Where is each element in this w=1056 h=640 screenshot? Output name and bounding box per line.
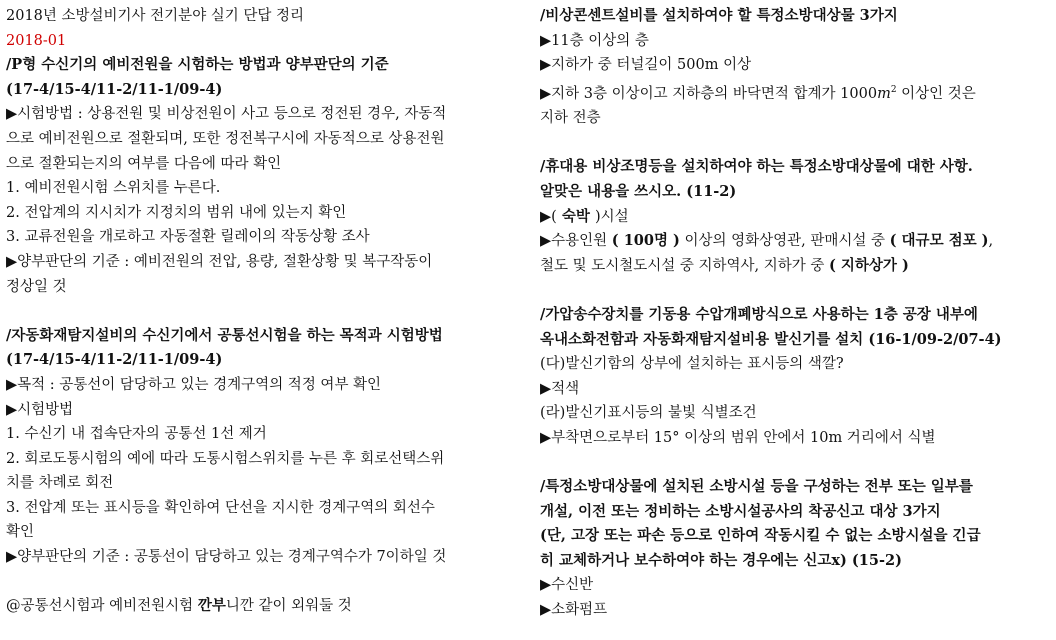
list-item	[540, 229, 1046, 254]
memo-text: @공통선시험과 예비전원시험	[6, 598, 198, 615]
step-item: 1. 수신기 내 접속단자의 공통선 1선 제거	[6, 426, 267, 443]
section-heading: /비상콘센트설비를 설치하여야 할 특정소방대상물 3가지	[540, 7, 898, 24]
list-item	[540, 205, 1046, 230]
answer-blank: ( 대규모 점포 )	[889, 232, 989, 250]
section-heading: 옥내소화전함과 자동화재탐지설비용 발신기를 설치 (16-1/09-2/07-4)	[540, 330, 1002, 348]
step-item: 확인	[6, 524, 35, 541]
list-item-text: ▶지하 3층 이상이고 지하층의 바닥면적 합계가 1000	[540, 85, 878, 102]
section-heading: (단, 고장 또는 파손 등으로 인하여 작동시킬 수 없는 소방시설을 긴급	[540, 527, 981, 545]
test-method-line: ▶시험방법 : 상용전원 및 비상전원이 사고 등으로 정전된 경우, 자동적	[6, 106, 447, 123]
list-item: ▶지하가 중 터널길이 500m 이상	[540, 57, 752, 74]
list-item-text: )시설	[594, 208, 629, 225]
list-item-text: ▶(	[540, 208, 557, 225]
judgement-criteria: 정상일 것	[6, 278, 67, 295]
spacer	[6, 570, 512, 595]
list-item: ▶소화펌프	[540, 602, 608, 619]
list-item-text: ▶수용인원	[540, 233, 612, 250]
memo-note	[6, 594, 512, 619]
purpose-item: ▶목적 : 공통선이 담당하고 있는 경계구역의 적정 여부 확인	[6, 376, 382, 393]
test-method-line: 으로 절환되는지의 여부를 다음에 따라 확인	[6, 155, 282, 172]
memo-text: 니깐 같이 외워둘 것	[225, 598, 352, 615]
test-method-line: 으로 예비전원으로 절환되며, 또한 정전복구시에 자동적으로 상용전원	[6, 130, 445, 147]
right-column	[540, 4, 1046, 623]
judgement-criteria: ▶양부판단의 기준 : 공통선이 담당하고 있는 경계구역수가 7이하일 것	[6, 549, 447, 566]
question-item: (라)발신기표시등의 불빛 식별조건	[540, 405, 757, 422]
section-heading: 개설, 이전 또는 정비하는 소방시설공사의 착공신고 대상 3가지	[540, 502, 941, 520]
spacer	[540, 131, 1046, 156]
answer-blank: ( 100명 )	[611, 232, 680, 250]
spacer	[6, 299, 512, 324]
step-item: 치를 차례로 회전	[6, 475, 114, 492]
answer-blank: ( 지하상가 )	[829, 256, 909, 274]
list-item	[540, 254, 1046, 279]
judgement-criteria: ▶양부판단의 기준 : 예비전원의 전압, 용량, 절환상황 및 복구작동이	[6, 253, 433, 270]
unit-exponent: 2	[890, 84, 897, 95]
list-item-text: 이상의 영화상영관, 판매시설 중	[679, 233, 890, 250]
step-item: 2. 전압계의 지시치가 지정치의 범위 내에 있는지 확인	[6, 204, 347, 221]
section-heading: /특정소방대상물에 설치된 소방시설 등을 구성하는 전부 또는 일부를	[540, 478, 973, 496]
year-tag: 2018-01	[6, 32, 67, 49]
list-item-text: 이상인 것은	[896, 85, 976, 102]
step-item: 2. 회로도통시험의 예에 따라 도통시험스위치를 누른 후 회로선택스위	[6, 450, 445, 467]
list-item: 지하 전층	[540, 110, 601, 127]
section-heading: /휴대용 비상조명등을 설치하여야 하는 특정소방대상물에 대한 사항.	[540, 158, 973, 176]
list-item: ▶11층 이상의 층	[540, 32, 649, 49]
section-heading: 히 교체하거나 보수하여야 하는 경우에는 신고x) (15-2)	[540, 551, 902, 569]
document-title: 2018년 소방설비기사 전기분야 실기 단답 정리	[6, 8, 305, 24]
left-column	[6, 4, 512, 619]
test-method-label: ▶시험방법	[6, 401, 74, 418]
list-item-text: ,	[988, 233, 994, 250]
spacer	[540, 278, 1046, 303]
section-heading: /자동화재탐지설비의 수신기에서 공통선시험을 하는 목적과 시험방법	[6, 326, 443, 344]
memo-emphasis: 깐부	[197, 597, 226, 615]
section-heading: 알맞은 내용을 쓰시오. (11-2)	[540, 182, 737, 200]
spacer	[540, 451, 1046, 476]
list-item: ▶수신반	[540, 577, 594, 594]
section-heading: /P형 수신기의 예비전원을 시험하는 방법과 양부판단의 기준	[6, 56, 389, 74]
step-item: 3. 교류전원을 개로하고 자동절환 릴레이의 작동상황 조사	[6, 229, 370, 246]
step-item: 3. 전압계 또는 표시등을 확인하여 단선을 지시한 경계구역의 회선수	[6, 499, 435, 516]
list-item	[540, 78, 1046, 106]
answer-item: ▶부착면으로부터 15° 이상의 범위 안에서 10m 거리에서 식별	[540, 429, 936, 446]
section-reference: (17-4/15-4/11-2/11-1/09-4)	[6, 351, 223, 369]
unit-symbol: m	[877, 85, 891, 102]
step-item: 1. 예비전원시험 스위치를 누른다.	[6, 180, 221, 197]
section-reference: (17-4/15-4/11-2/11-1/09-4)	[6, 80, 223, 98]
list-item-text: 철도 및 도시철도시설 중 지하역사, 지하가 중	[540, 257, 829, 274]
answer-blank: 숙박	[556, 207, 595, 225]
question-item: (다)발신기함의 상부에 설치하는 표시등의 색깔?	[540, 356, 844, 373]
section-heading: /가압송수장치를 기동용 수압개폐방식으로 사용하는 1층 공장 내부에	[540, 305, 978, 323]
answer-item: ▶적색	[540, 380, 580, 397]
